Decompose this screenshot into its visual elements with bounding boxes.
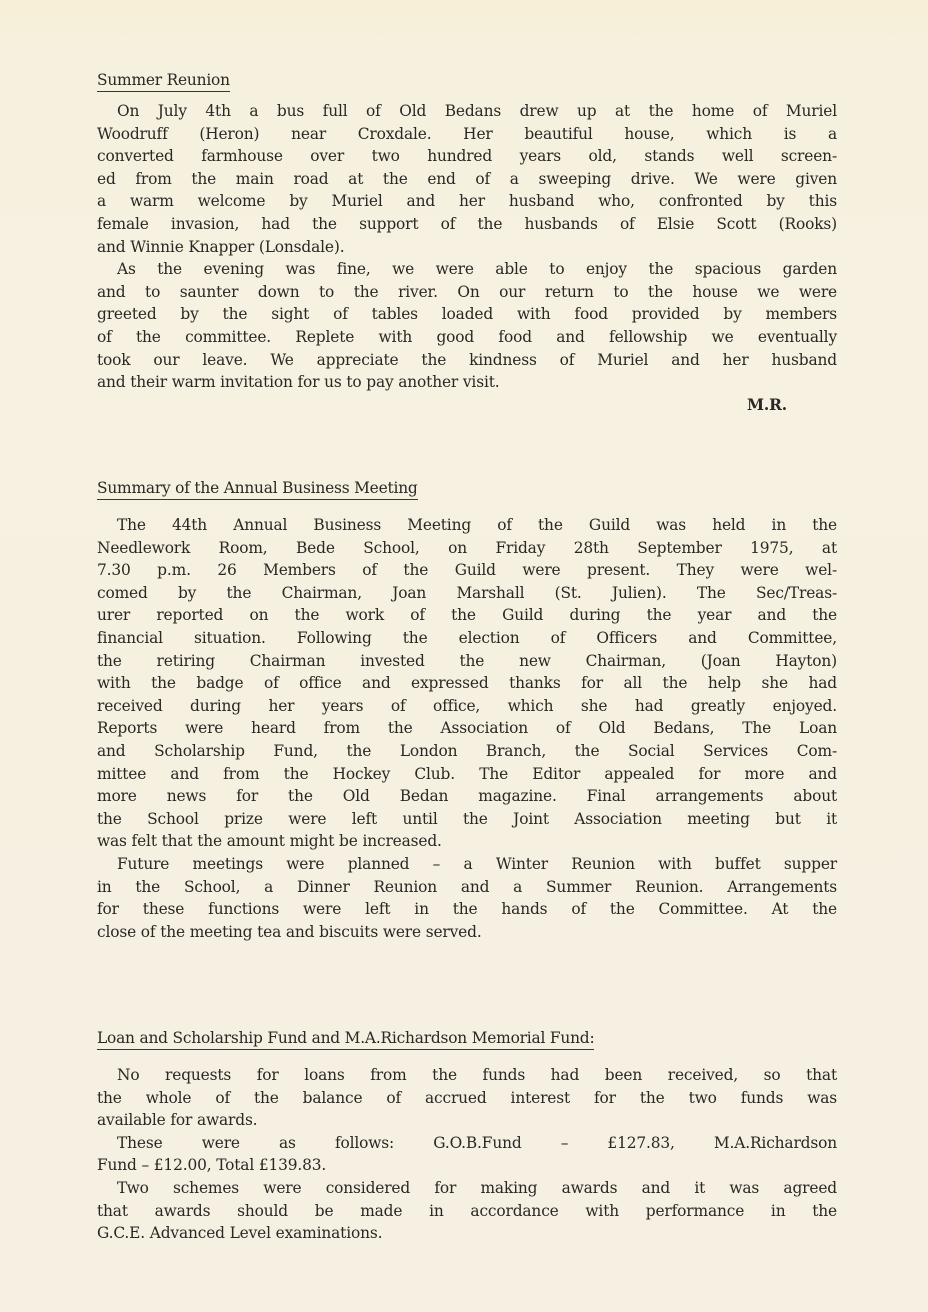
text-line: that awards should be made in accordance with performance in the: [97, 1201, 837, 1220]
text-line: and their warm invitation for us to pay another visit.: [97, 373, 500, 392]
text-line: Two schemes were considered for making awards and it was agreed: [117, 1178, 837, 1197]
text-line: received during her years of office, which she had greatly enjoyed.: [97, 696, 837, 715]
text-line: No requests for loans from the funds had been received, so that: [117, 1066, 837, 1084]
text-line: was felt that the amount might be increased.: [97, 832, 442, 851]
heading-text: Loan and Scholarship Fund and M.A.Richardson Memorial Fund:: [97, 1029, 595, 1047]
section-body-summer-reunion: [97, 100, 837, 416]
signature-initials: M.R.: [747, 395, 787, 414]
heading-underline: [97, 91, 230, 92]
text-line: 7.30 p.m. 26 Members of the Guild were present. They were wel-: [97, 561, 837, 580]
text-line: Fund – £12.00, Total £139.83.: [97, 1156, 327, 1175]
text-line: Needlework Room, Bede School, on Friday 28th September 1975, at: [97, 538, 837, 557]
text-line: the whole of the balance of accrued interest for the two funds was: [97, 1088, 837, 1107]
text-line: a warm welcome by Muriel and her husband who, confronted by this: [97, 192, 837, 211]
text-line: G.C.E. Advanced Level examinations.: [97, 1224, 383, 1243]
section-body-annual-business-meeting: [97, 514, 837, 943]
text-line: financial situation. Following the election of Officers and Committee,: [97, 628, 837, 647]
text-line: Future meetings were planned – a Winter Reunion with buffet supper: [117, 854, 837, 873]
text-line: Reports were heard from the Association of Old Bedans, The Loan: [97, 719, 837, 738]
text-line: took our leave. We appreciate the kindness of Muriel and her husband: [97, 350, 837, 369]
text-line: available for awards.: [97, 1111, 258, 1130]
text-line: with the badge of office and expressed thanks for all the help she had: [97, 674, 837, 693]
text-line: for these functions were left in the hands of the Committee. At the: [97, 900, 837, 919]
text-line: greeted by the sight of tables loaded with food provided by members: [97, 305, 837, 324]
text-line: Woodruff (Heron) near Croxdale. Her beautiful house, which is a: [97, 124, 837, 143]
text-line: These were as follows: G.O.B.Fund – £127.83, M.A.Richardson: [117, 1133, 837, 1152]
text-line: the School prize were left until the Joint Association meeting but it: [97, 809, 837, 828]
text-line: and Winnie Knapper (Lonsdale).: [97, 237, 345, 256]
text-line: comed by the Chairman, Joan Marshall (St. Julien). The Sec/Treas-: [97, 583, 837, 602]
section-heading-summer-reunion: [97, 70, 230, 92]
text-line: and Scholarship Fund, the London Branch, the Social Services Com-: [97, 741, 837, 760]
text-line: and to saunter down to the river. On our return to the house we were: [97, 282, 837, 301]
text-line: On July 4th a bus full of Old Bedans drew up at the home of Muriel: [117, 102, 837, 120]
section-body-loan-scholarship-fund: [97, 1064, 837, 1245]
text-line: the retiring Chairman invested the new Chairman, (Joan Hayton): [97, 651, 837, 670]
text-line: As the evening was fine, we were able to enjoy the spacious garden: [117, 260, 837, 279]
text-line: ed from the main road at the end of a sweeping drive. We were given: [97, 169, 837, 188]
text-line: The 44th Annual Business Meeting of the Guild was held in the: [117, 516, 837, 534]
text-line: female invasion, had the support of the husbands of Elsie Scott (Rooks): [97, 214, 837, 233]
text-line: mittee and from the Hockey Club. The Editor appealed for more and: [97, 764, 837, 783]
text-line: more news for the Old Bedan magazine. Final arrangements about: [97, 787, 837, 806]
heading-text: Summer Reunion: [97, 71, 230, 89]
text-line: close of the meeting tea and biscuits were served.: [97, 922, 482, 941]
heading-text: Summary of the Annual Business Meeting: [97, 479, 418, 497]
section-heading-annual-business-meeting: [97, 478, 418, 500]
text-line: urer reported on the work of the Guild during the year and the: [97, 606, 837, 625]
text-line: of the committee. Replete with good food and fellowship we eventually: [97, 327, 837, 346]
text-line: in the School, a Dinner Reunion and a Summer Reunion. Arrangements: [97, 877, 837, 896]
heading-underline: [97, 1049, 594, 1050]
text-line: converted farmhouse over two hundred years old, stands well screen-: [97, 147, 837, 166]
heading-underline: [97, 499, 418, 500]
section-heading-loan-scholarship-fund: [97, 1028, 594, 1050]
